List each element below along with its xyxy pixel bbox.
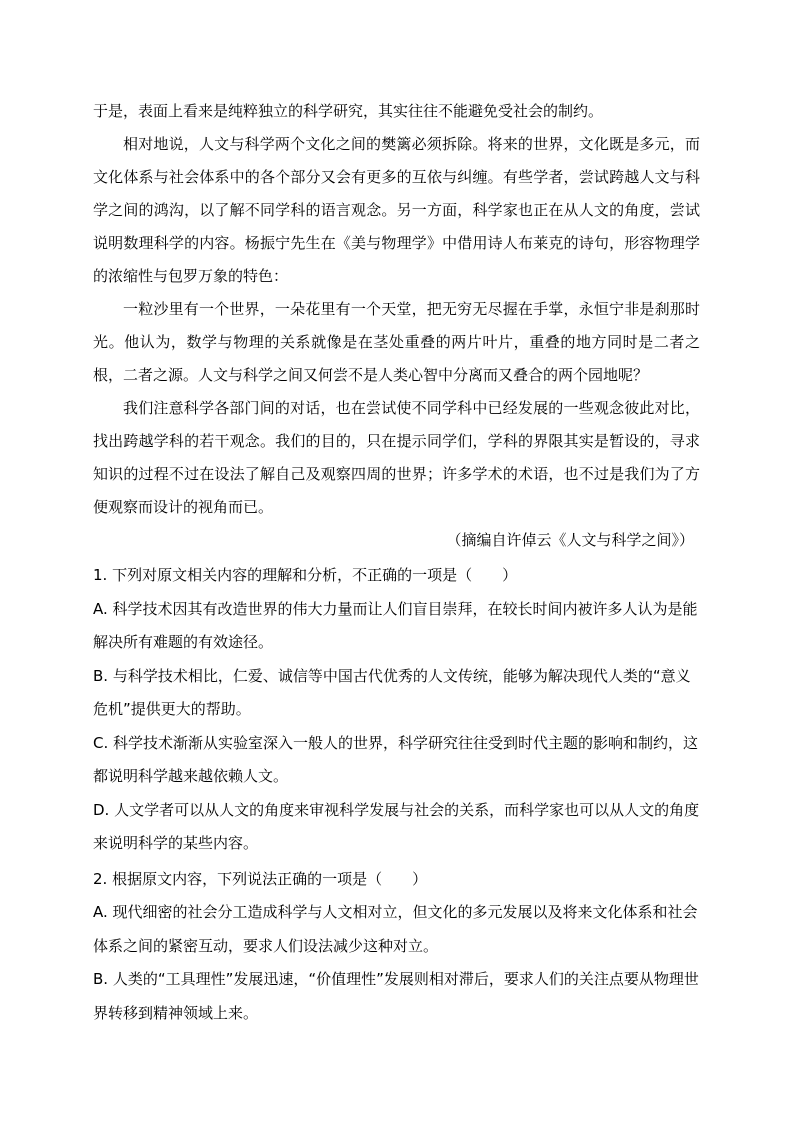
question-list [93, 559, 700, 1030]
passage-paragraph-4: 我们注意科学各部门间的对话，也在尝试使不同学科中已经发展的一些观念彼此对比，找出跨越学科的若干观念。我们的目的，只在提示同学们，学科的界限其实是暂设的，寻求知识的过程不过在设法了解自己及观察四周的世界；许多学术的术语，也不过是我们为了方便观察而设计的视角而已。 [93, 399, 700, 516]
passage-paragraph-2: 相对地说，人文与科学两个文化之间的樊篱必须拆除。将来的世界，文化既是多元，而文化体系与社会体系中的各个部分又会有更多的互依与纠缠。有些学者，尝试跨越人文与科学之间的鸿沟，以了解不同学科的语言观念。另一方面，科学家也正在从人文的角度，尝试说明数理科学的内容。杨振宁先生在《美与物理学》中借用诗人布莱克的诗句，形容物理学的浓缩性与包罗万象的特色： [93, 135, 700, 285]
question-2-stem: 2. 根据原文内容，下列说法正确的一项是（ ） [93, 869, 428, 888]
question-1-option-a: A. 科学技术因其有改造世界的伟大力量而让人们盲目崇拜，在较长时间内被许多人认为是能解决所有难题的有效途径。 [93, 599, 698, 651]
question-1-option-d: D. 人文学者可以从人文的角度来审视科学发展与社会的关系，而科学家也可以从人文的角度来说明科学的某些内容。 [93, 800, 700, 852]
question-1 [93, 559, 700, 861]
question-1-stem: 1. 下列对原文相关内容的理解和分析，不正确的一项是（ ） [93, 566, 518, 584]
passage-paragraph-1: 于是，表面上看来是纯粹独立的科学研究，其实往往不能避免受社会的制约。 [93, 102, 604, 120]
question-1-option-c: C. 科学技术渐渐从实验室深入一般人的世界，科学研究往往受到时代主题的影响和制约，这都说明科学越来越依赖人文。 [93, 733, 699, 785]
document-page [93, 95, 700, 1030]
passage-paragraph-3: 一粒沙里有一个世界，一朵花里有一个天堂，把无穷无尽握在手掌，永恒宁非是刹那时光。他认为，数学与物理的关系就像是在茎处重叠的两片叶片，重叠的地方同时是二者之根，二者之源。人文与科学之间又何尝不是人类心智中分离而又叠合的两个园地呢？ [93, 300, 700, 384]
question-2-option-b: B. 人类的“工具理性”发展迅速，“价值理性”发展则相对滞后，要求人们的关注点要从物理世界转移到精神领域上来。 [93, 970, 699, 1022]
question-2 [93, 863, 700, 1031]
question-2-option-a: A. 现代细密的社会分工造成科学与人文相对立，但文化的多元发展以及将来文化体系和社会体系之间的紧密互动，要求人们设法减少这种对立。 [93, 903, 698, 955]
reading-passage [93, 95, 700, 557]
passage-source: （摘编自许倬云《人文与科学之间》） [446, 531, 694, 549]
question-1-option-b: B. 与科学技术相比，仁爱、诚信等中国古代优秀的人文传统，能够为解决现代人类的“意义危机”提供更大的帮助。 [93, 666, 691, 718]
